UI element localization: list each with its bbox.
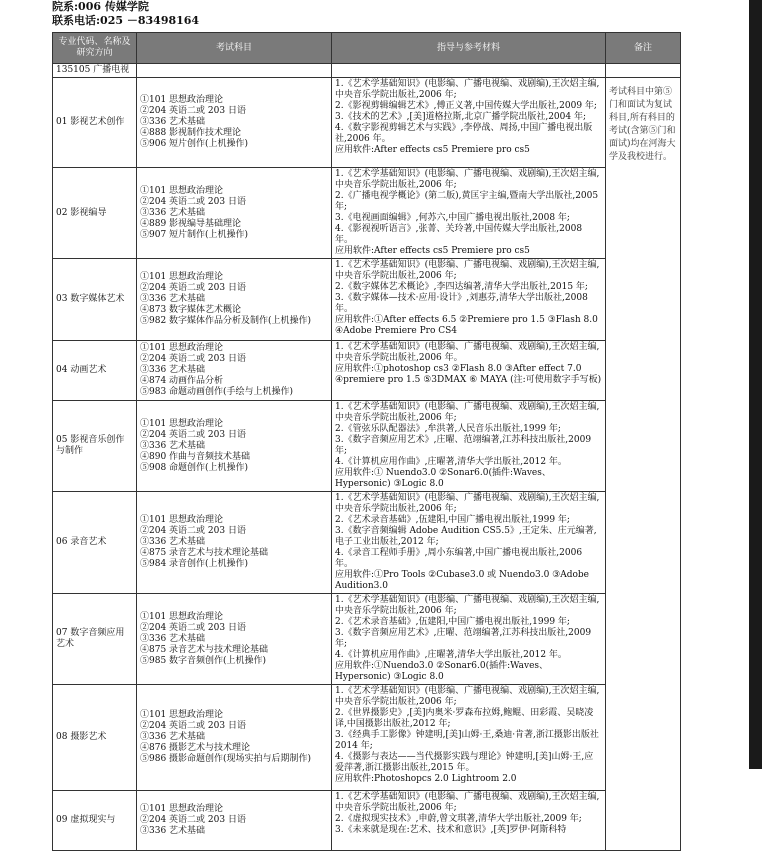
ref-item: 1.《艺术学基础知识》(电影编、广播电视编、戏剧编),王次炤主编,中央音乐学院出版社,2006 年; bbox=[335, 686, 600, 707]
ref-item: 4.《数字影视剪辑艺术与实践》,李停战、周扬,中国广播电视出版社,2006 年。 bbox=[335, 123, 593, 144]
ref-item: 4.《影视视听语言》,张菁、关玲著,中国传媒大学出版社,2008 年。 bbox=[335, 224, 583, 245]
subject-item: ①101 思想政治理论 bbox=[140, 515, 224, 525]
refs-cell bbox=[332, 168, 606, 259]
ref-item: 应用软件:①photoshop cs3 ②Flash 8.0 ③After effect 7.0 ④premiere pro 1.5 ⑤3DMAX ⑥ MAYA (注:可使用数字手写板) bbox=[335, 364, 602, 385]
subject-item: ②204 英语二或 203 日语 bbox=[140, 622, 246, 633]
refs-cell bbox=[332, 791, 606, 851]
ref-item: 2.《世界摄影史》,[美]内奥米·罗森布拉姆,鲍鲲、田彩霞、吴晓凌译,中国摄影出版社,2012 年; bbox=[335, 708, 594, 729]
ref-item: 1.《艺术学基础知识》(电影编、广播电视编、戏剧编),王次炤主编,中央音乐学院出版社,2006 年; bbox=[335, 260, 600, 281]
ref-item: 应用软件:Photoshopcs 2.0 Lightroom 2.0 bbox=[335, 774, 517, 784]
ref-item: 1.《艺术学基础知识》(电影编、广播电视编、戏剧编),王次炤主编,中央音乐学院出版社,2006 年。 bbox=[335, 342, 600, 363]
ref-item: 2.《艺术录音基础》,伍建阳,中国广播电视出版社,1999 年; bbox=[335, 617, 570, 627]
table-row bbox=[53, 341, 681, 401]
ref-item: 3.《未来就是现在:艺术、技术和意识》,[英]罗伊·阿斯科特 bbox=[335, 825, 567, 835]
header-row bbox=[53, 33, 681, 64]
subject-item: ①101 思想政治理论 bbox=[140, 710, 224, 720]
subject-item: ③336 艺术基础 bbox=[140, 117, 206, 127]
empty-cell bbox=[332, 64, 606, 78]
subject-item: ①101 思想政治理论 bbox=[140, 343, 224, 353]
ref-item: 1.《艺术学基础知识》(电影编、广播电视编、戏剧编),王次炤主编,中央音乐学院出版社,2006 年; bbox=[335, 169, 600, 190]
ref-item: 4.《录音工程师手册》,周小东编著,中国广播电视出版社,2006 年。 bbox=[335, 548, 583, 569]
table-row bbox=[53, 685, 681, 791]
direction-cell: 08 摄影艺术 bbox=[53, 685, 137, 791]
subject-item: ⑤908 命题创作(上机操作) bbox=[140, 462, 249, 473]
subject-item: ③336 艺术基础 bbox=[140, 826, 206, 836]
table-row bbox=[53, 594, 681, 685]
direction-cell: 09 虚拟现实与 bbox=[53, 791, 137, 851]
subject-item: ①101 思想政治理论 bbox=[140, 185, 224, 196]
subject-item: ②204 英语二或 203 日语 bbox=[140, 196, 246, 207]
subject-item: ③336 艺术基础 bbox=[140, 207, 206, 218]
subject-item: ②204 英语二或 203 日语 bbox=[140, 283, 246, 293]
ref-item: 4.《计算机应用作曲》,庄曜著,清华大学出版社,2012 年。 bbox=[335, 457, 567, 467]
category-cell: 135105 广播电视 bbox=[53, 64, 137, 78]
empty-cell bbox=[137, 64, 332, 78]
subjects-cell bbox=[137, 685, 332, 791]
right-edge-bar bbox=[749, 0, 762, 769]
subjects-cell bbox=[137, 78, 332, 168]
table-row bbox=[53, 401, 681, 492]
document-header bbox=[52, 0, 199, 28]
subject-item: ⑤985 数字音频创作(上机操作) bbox=[140, 655, 267, 666]
subject-item: ①101 思想政治理论 bbox=[140, 804, 224, 814]
ref-item: 3.《电视画面编辑》,何苏六,中国广播电视出版社,2008 年; bbox=[335, 213, 570, 223]
subject-item: ①101 思想政治理论 bbox=[140, 95, 224, 105]
ref-item: 3.《经典手工影像》钟建明,[美]山姆·王,桑迪·肯著,浙江摄影出版社 2014 年; bbox=[335, 730, 599, 751]
ref-item: 2.《虚拟现实技术》,申蔚,曾文琪著,清华大学出版社,2009 年; bbox=[335, 814, 582, 824]
ref-item: 3.《数字音频应用艺术》,庄曜、范翊编著,江苏科技出版社,2009 年; bbox=[335, 435, 592, 456]
subjects-cell bbox=[137, 401, 332, 492]
direction-cell: 02 影视编导 bbox=[53, 168, 137, 259]
ref-item: 1.《艺术学基础知识》(电影编、广播电视编、戏剧编),王次炤主编,中央音乐学院出版社,2006 年; bbox=[335, 402, 600, 423]
subject-item: ①101 思想政治理论 bbox=[140, 272, 224, 282]
ref-item: 1.《艺术学基础知识》(电影编、广播电视编、戏剧编),王次炤主编,中央音乐学院出版社,2006 年; bbox=[335, 493, 600, 514]
ref-item: 2.《艺术录音基础》,伍建阳,中国广播电视出版社,1999 年; bbox=[335, 515, 570, 525]
col-header-note: 备注 bbox=[606, 33, 681, 64]
ref-item: 2.《影视剪辑编辑艺术》,傅正义著,中国传媒大学出版社,2009 年; bbox=[335, 101, 597, 111]
ref-item: 应用软件:After effects cs5 Premiere pro cs5 bbox=[335, 145, 530, 155]
refs-cell bbox=[332, 78, 606, 168]
subject-item: ⑤906 短片创作(上机操作) bbox=[140, 139, 249, 149]
subject-item: ⑤983 命题动画创作(手绘与上机操作) bbox=[140, 387, 294, 397]
table-row bbox=[53, 78, 681, 168]
table-row bbox=[53, 168, 681, 259]
subject-item: ③336 艺术基础 bbox=[140, 537, 206, 547]
col-header-refs: 指导与参考材料 bbox=[332, 33, 606, 64]
direction-cell: 06 录音艺术 bbox=[53, 492, 137, 594]
ref-item: 2.《广播电视学概论》(第二版),黄匡宇主编,暨南大学出版社,2005 年; bbox=[335, 191, 599, 212]
subject-item: ④889 影视编导基础理论 bbox=[140, 218, 242, 229]
ref-item: 3.《数字音频编辑 Adobe Audition CS5.5》,王定朱、庄元编著,电子工业出版社,2012 年; bbox=[335, 526, 597, 547]
subjects-cell bbox=[137, 168, 332, 259]
subject-item: ③336 艺术基础 bbox=[140, 732, 206, 742]
subject-item: ④875 录音艺术与技术理论基础 bbox=[140, 644, 269, 655]
refs-cell bbox=[332, 259, 606, 341]
direction-cell: 01 影视艺术创作 bbox=[53, 78, 137, 168]
subject-item: ②204 英语二或 203 日语 bbox=[140, 815, 246, 825]
ref-item: 1.《艺术学基础知识》(电影编、广播电视编、戏剧编),王次炤主编,中央音乐学院出版社,2006 年; bbox=[335, 79, 600, 100]
subject-item: ③336 艺术基础 bbox=[140, 294, 206, 304]
subjects-cell bbox=[137, 791, 332, 851]
direction-cell: 04 动画艺术 bbox=[53, 341, 137, 401]
ref-item: 应用软件:①Pro Tools ②Cubase3.0 或 Nuendo3.0 ③Adobe Audition3.0 bbox=[335, 570, 590, 591]
ref-item: 3.《数字音频应用艺术》,庄曜、范翊编著,江苏科技出版社,2009 年; bbox=[335, 628, 592, 649]
ref-item: 1.《艺术学基础知识》(电影编、广播电视编、戏剧编),王次炤主编,中央音乐学院出版社,2006 年; bbox=[335, 792, 600, 813]
empty-cell bbox=[606, 64, 681, 78]
refs-cell bbox=[332, 594, 606, 685]
category-row bbox=[53, 64, 681, 78]
subject-item: ①101 思想政治理论 bbox=[140, 611, 224, 622]
subjects-cell bbox=[137, 492, 332, 594]
subject-item: ②204 英语二或 203 日语 bbox=[140, 526, 246, 536]
table-row bbox=[53, 791, 681, 851]
subject-item: ③336 艺术基础 bbox=[140, 633, 206, 644]
subject-item: ④875 录音艺术与技术理论基础 bbox=[140, 548, 269, 558]
refs-cell bbox=[332, 492, 606, 594]
subjects-cell bbox=[137, 259, 332, 341]
ref-item: 应用软件:①After effects 6.5 ②Premiere pro 1.5 ③Flash 8.0 ④Adobe Premiere Pro CS4 bbox=[335, 315, 598, 336]
ref-item: 应用软件:① Nuendo3.0 ②Sonar6.0(插件:Waves、Hypersonic) ③Logic 8.0 bbox=[335, 468, 551, 489]
subject-item: ②204 英语二或 203 日语 bbox=[140, 354, 246, 364]
note-cell: 考试科目中第⑤门和面试为复试科目,所有科目的考试(含第⑤门和面试)均在河海大学及我校进行。 bbox=[606, 78, 681, 851]
ref-item: 3.《数字媒体—技术·应用·设计》,刘惠芬,清华大学出版社,2008 年。 bbox=[335, 293, 588, 314]
subject-item: ①101 思想政治理论 bbox=[140, 418, 224, 429]
program-table bbox=[52, 32, 681, 851]
refs-cell bbox=[332, 401, 606, 492]
subject-item: ④873 数字媒体艺术概论 bbox=[140, 305, 242, 315]
direction-cell: 07 数字音频应用艺术 bbox=[53, 594, 137, 685]
ref-item: 2.《管弦乐队配器法》,牟洪著,人民音乐出版社,1999 年; bbox=[335, 424, 561, 434]
table-row bbox=[53, 492, 681, 594]
subject-item: ⑤907 短片制作(上机操作) bbox=[140, 229, 249, 240]
subject-item: ⑤984 录音创作(上机操作) bbox=[140, 559, 249, 569]
subject-item: ②204 英语二或 203 日语 bbox=[140, 721, 246, 731]
subject-item: ③336 艺术基础 bbox=[140, 440, 206, 451]
refs-cell bbox=[332, 685, 606, 791]
department-line: 院系:006 传媒学院 bbox=[52, 0, 149, 13]
subjects-cell bbox=[137, 594, 332, 685]
col-header-subjects: 考试科目 bbox=[137, 33, 332, 64]
ref-item: 2.《数字媒体艺术概论》,李四达编著,清华大学出版社,2015 年; bbox=[335, 282, 588, 292]
ref-item: 应用软件:After effects cs5 Premiere pro cs5 bbox=[335, 246, 530, 256]
subject-item: ⑤986 摄影命题创作(现场实拍与后期制作) bbox=[140, 754, 312, 764]
ref-item: 4.《计算机应用作曲》,庄曜著,清华大学出版社,2012 年。 bbox=[335, 650, 567, 660]
subjects-cell bbox=[137, 341, 332, 401]
ref-item: 应用软件:①Nuendo3.0 ②Sonar6.0(插件:Waves、Hypersonic) ③Logic 8.0 bbox=[335, 661, 549, 682]
subject-item: ②204 英语二或 203 日语 bbox=[140, 106, 246, 116]
col-header-direction: 专业代码、名称及研究方向 bbox=[53, 33, 137, 64]
table-row bbox=[53, 259, 681, 341]
ref-item: 3.《技术的艺术》,[美]道格拉斯,北京广播学院出版社,2004 年; bbox=[335, 112, 586, 122]
subject-item: ⑤982 数字媒体作品分析及制作(上机操作) bbox=[140, 316, 312, 326]
direction-cell: 05 影视音乐创作与制作 bbox=[53, 401, 137, 492]
phone-line: 联系电话:025 －83498164 bbox=[52, 14, 200, 27]
subject-item: ④874 动画作品分析 bbox=[140, 376, 224, 386]
subject-item: ④876 摄影艺术与技术理论 bbox=[140, 743, 251, 753]
subject-item: ②204 英语二或 203 日语 bbox=[140, 429, 246, 440]
refs-cell bbox=[332, 341, 606, 401]
subject-item: ④890 作曲与音频技术基础 bbox=[140, 451, 251, 462]
subject-item: ③336 艺术基础 bbox=[140, 365, 206, 375]
ref-item: 1.《艺术学基础知识》(电影编、广播电视编、戏剧编),王次炤主编,中央音乐学院出版社,2006 年; bbox=[335, 595, 600, 616]
direction-cell: 03 数字媒体艺术 bbox=[53, 259, 137, 341]
subject-item: ④888 影视制作技术理论 bbox=[140, 128, 242, 138]
ref-item: 4.《摄影与表达——当代摄影实践与理论》钟建明,[美]山姆·王,应爱萍著,浙江摄影出版社,2015 年。 bbox=[335, 752, 594, 773]
